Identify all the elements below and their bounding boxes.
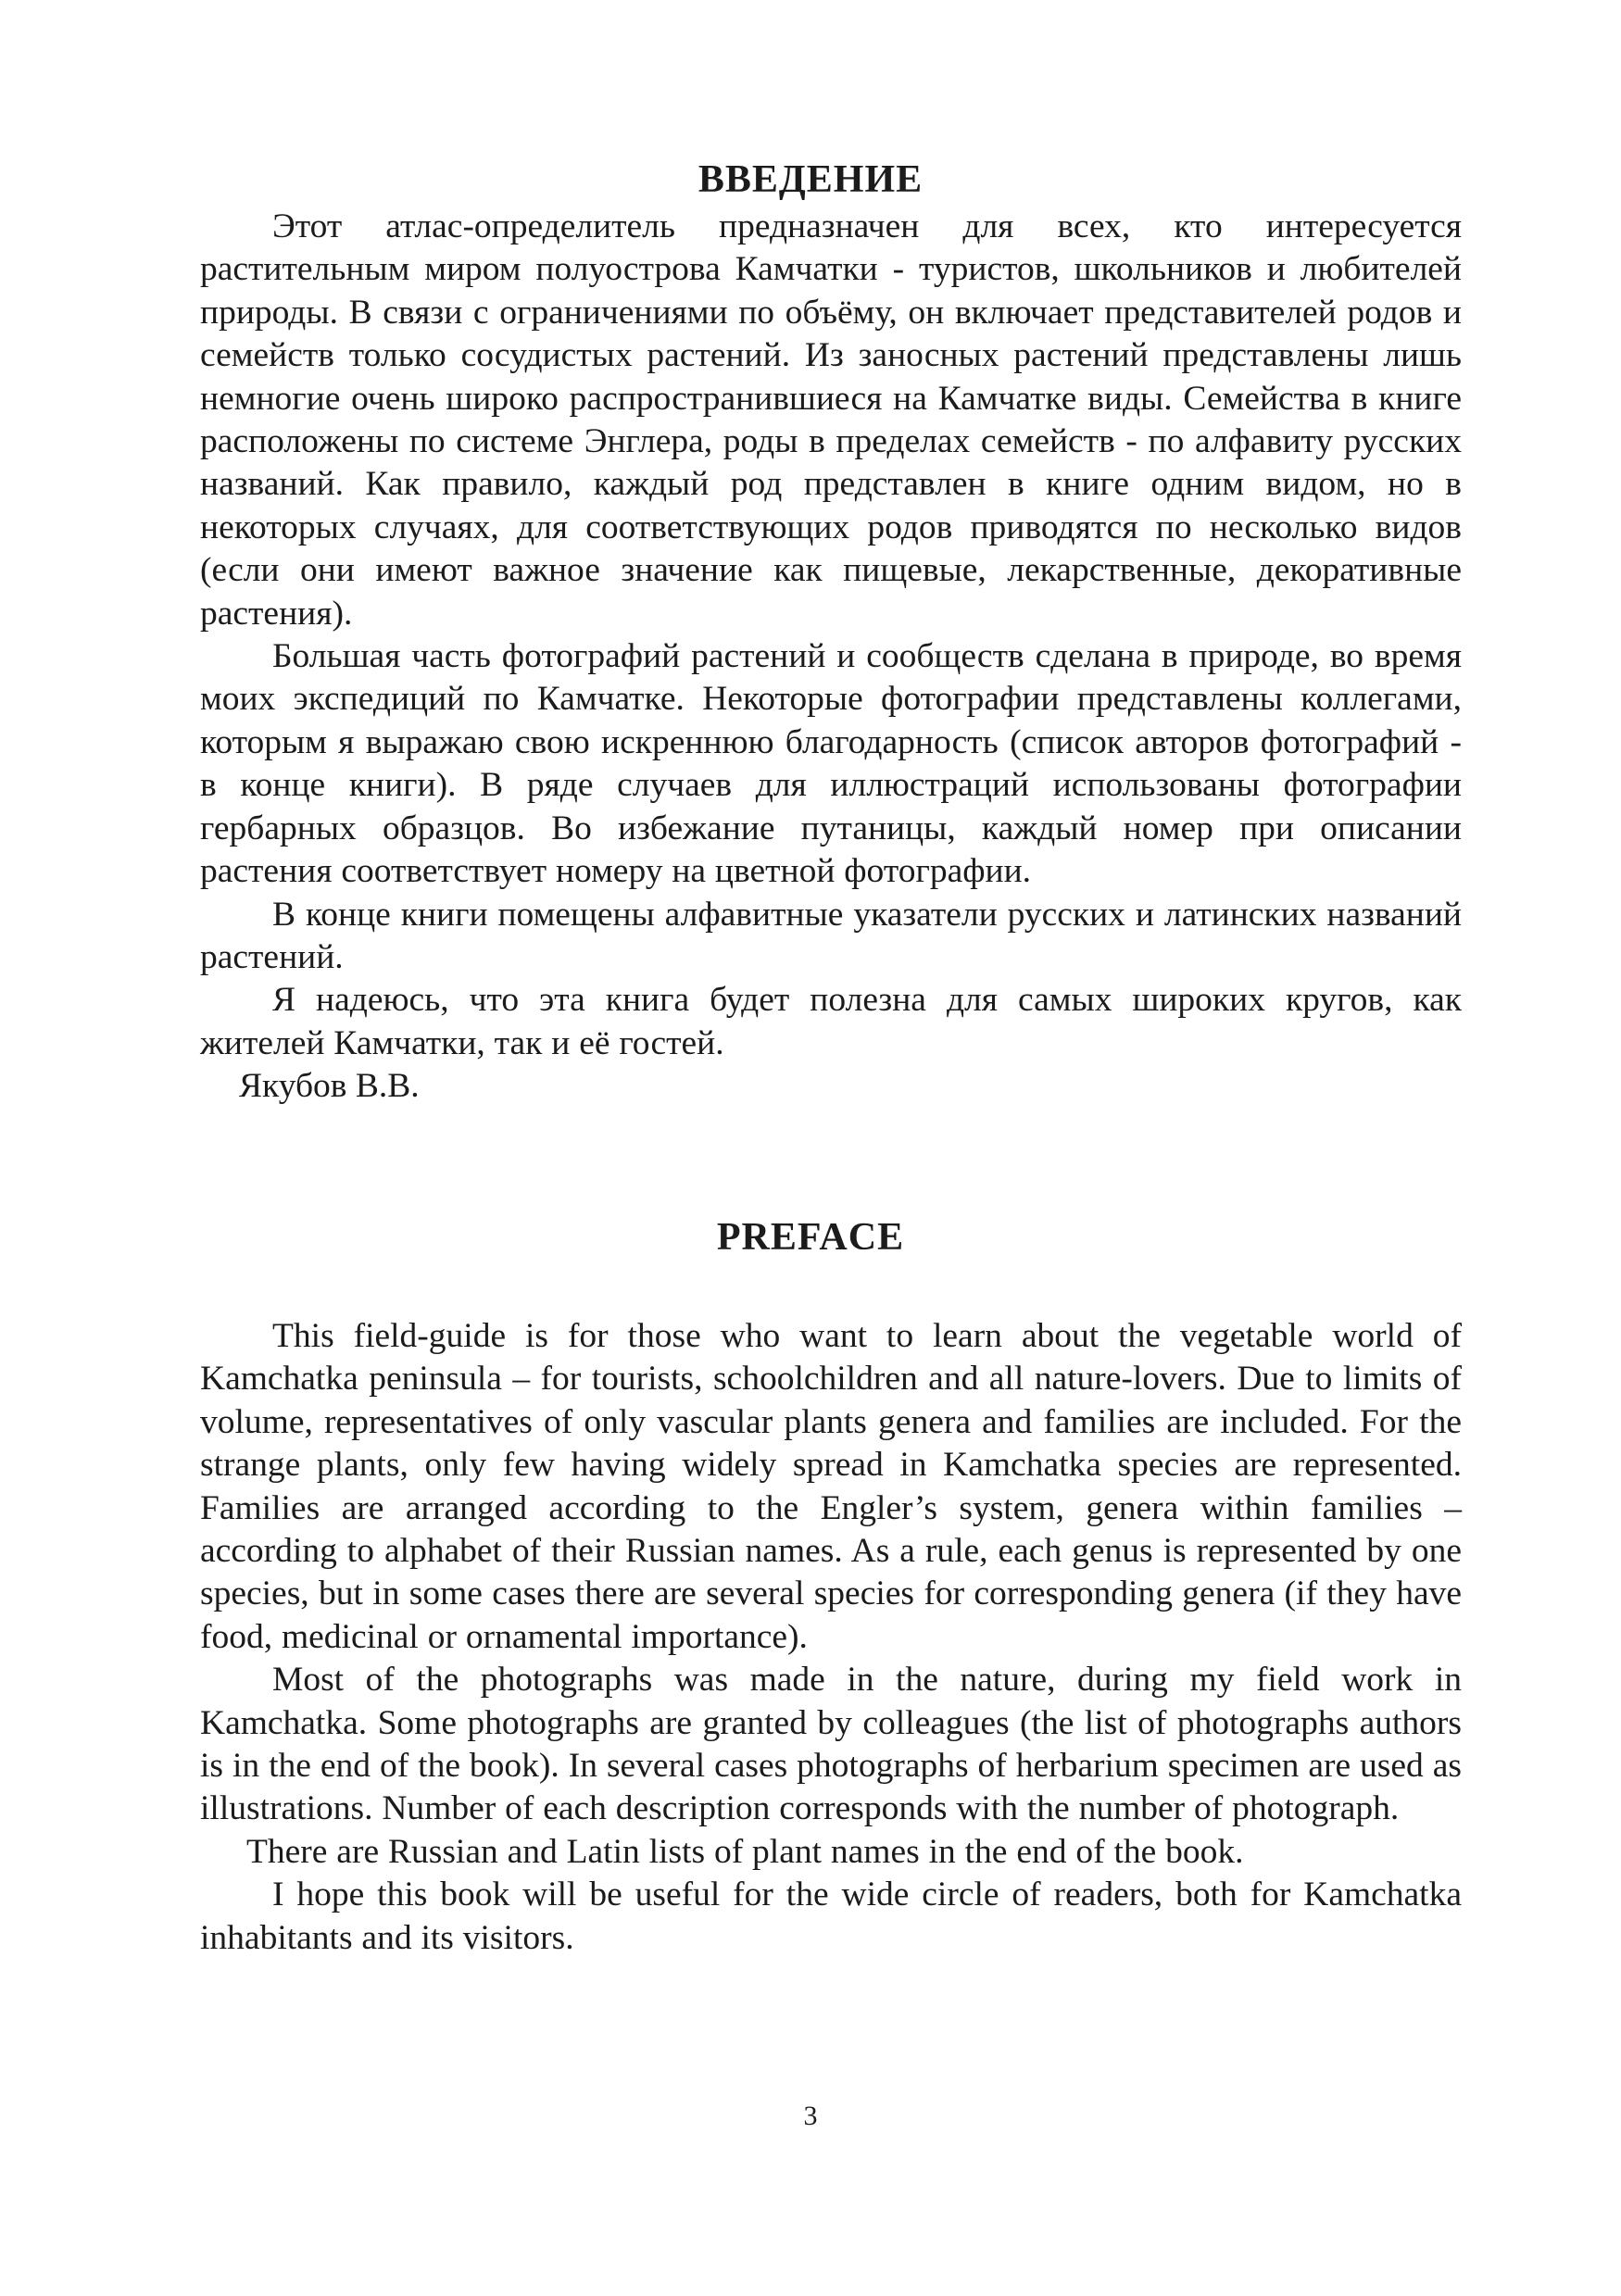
preface-paragraph-2: Most of the photographs was made in the nature, during my field work in Kamchatka. Some photographs are granted by colleagues (the list of photographs authors is in the end of the book). In several cases photographs of herbarium specimen are used as illustrations. Number of each description corresponds with the number of photograph. <box>200 1661 1462 1828</box>
intro-paragraph-4: Я надеюсь, что эта книга будет полезна для самых широких кругов, как жителей Камчатки, так и её гостей. <box>200 981 1462 1062</box>
preface-paragraph-4: I hope this book will be useful for the wide circle of readers, both for Kamchatka inhabitants and its visitors. <box>200 1876 1462 1957</box>
page-number: 3 <box>803 2101 818 2131</box>
preface-heading-en: PREFACE <box>716 1216 905 1259</box>
intro-paragraph-1: Этот атлас-определитель предназначен для всех, кто интересуется растительным миром полуострова Камчатки - туристов, школьников и любителей природы. В связи с ограничениями по объёму, он включает представителей родов и семейств только сосудистых растений. Из заносных растений представлены лишь немногие очень широко распространившиеся на Камчатке виды. Семейства в книге расположены по системе Энглера, роды в пределах семейств - по алфавиту русских названий. Как правило, каждый род представлен в книге одним видом, но в некоторых случаях, для соответствующих родов приводятся по несколько видов (если они имеют важное значение как пищевые, лекарственные, декоративные растения). <box>200 207 1462 633</box>
preface-body-en <box>200 1315 1462 1960</box>
intro-heading-ru: ВВЕДЕНИЕ <box>697 158 924 201</box>
preface-paragraph-1: This field-guide is for those who want to learn about the vegetable world of Kamchatka peninsula – for tourists, schoolchildren and all nature-lovers. Due to limits of volume, representatives of only vascular plants genera and families are included. For the strange plants, only few having widely spread in Kamchatka species are represented. Families are arranged according to the Engler’s system, genera within families – according to alphabet of their Russian names. As a rule, each genus is represented by one species, but in some cases there are several species for corresponding genera (if they have food, medicinal or ornamental importance). <box>200 1317 1462 1656</box>
intro-paragraph-2: Большая часть фотографий растений и сообществ сделана в природе, во время моих экспедиций по Камчатке. Некоторые фотографии представлены коллегами, которым я выражаю свою искреннюю благодарность (список авторов фотографий - в конце книги). В ряде случаев для иллюстраций использованы фотографии гербарных образцов. Во избежание путаницы, каждый номер при описании растения соответствует номеру на цветной фотографии. <box>200 637 1462 891</box>
intro-body-ru <box>200 206 1462 1109</box>
author-signature: Якубов В.В. <box>239 1067 420 1106</box>
preface-paragraph-3: There are Russian and Latin lists of plant names in the end of the book. <box>246 1832 1244 1871</box>
intro-paragraph-3: В конце книги помещены алфавитные указатели русских и латинских названий растений. <box>200 895 1462 976</box>
